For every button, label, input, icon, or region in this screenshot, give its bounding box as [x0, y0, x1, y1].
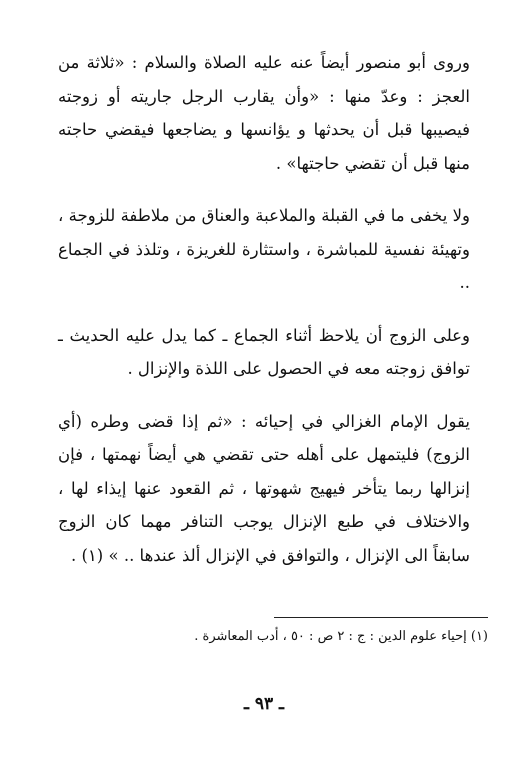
paragraph-2: ولا يخفى ما في القبلة والملاعبة والعناق من ملاطفة للزوجة ، وتهيئة نفسية للمباشرة ، واستثارة للغريزة ، وتلذذ في الجماع .. [58, 206, 470, 292]
footnote: (١) إحياء علوم الدين : ج : ٢ ص : ٥٠ ، أدب المعاشرة . [194, 629, 488, 644]
page-number: ـ ٩٣ ـ [243, 694, 285, 714]
paragraph-3: وعلى الزوج أن يلاحظ أثناء الجماع ـ كما يدل عليه الحديث ـ توافق زوجته معه في الحصول على اللذة والإنزال . [58, 325, 470, 378]
footnote-divider [274, 617, 488, 618]
paragraph-4: يقول الإمام الغزالي في إحيائه : «ثم إذا قضى وطره (أي الزوج) فليتمهل على أهله حتى تقضي هي أيضاً نهمتها ، فإن إنزالها ربما يتأخر فيهيج شهوتها ، ثم القعود عنها إيذاء لها ، والاختلاف في طبع الإنزال يوجب التنافر مهما كان الزوج سابقاً الى الإنزال ، والتوافق في الإنزال ألذ عندها .. » (١) . [58, 411, 470, 565]
body-text [58, 46, 470, 591]
paragraph-1: وروى أبو منصور أيضاً عنه عليه الصلاة والسلام : «ثلاثة من العجز : وعدّ منها : «وأن يقارب الرجل جاريته أو زوجته فيصيبها قبل أن يحدثها و يؤانسها و يضاجعها فيقضي حاجته منها قبل أن تقضي حاجتها» . [58, 53, 470, 173]
